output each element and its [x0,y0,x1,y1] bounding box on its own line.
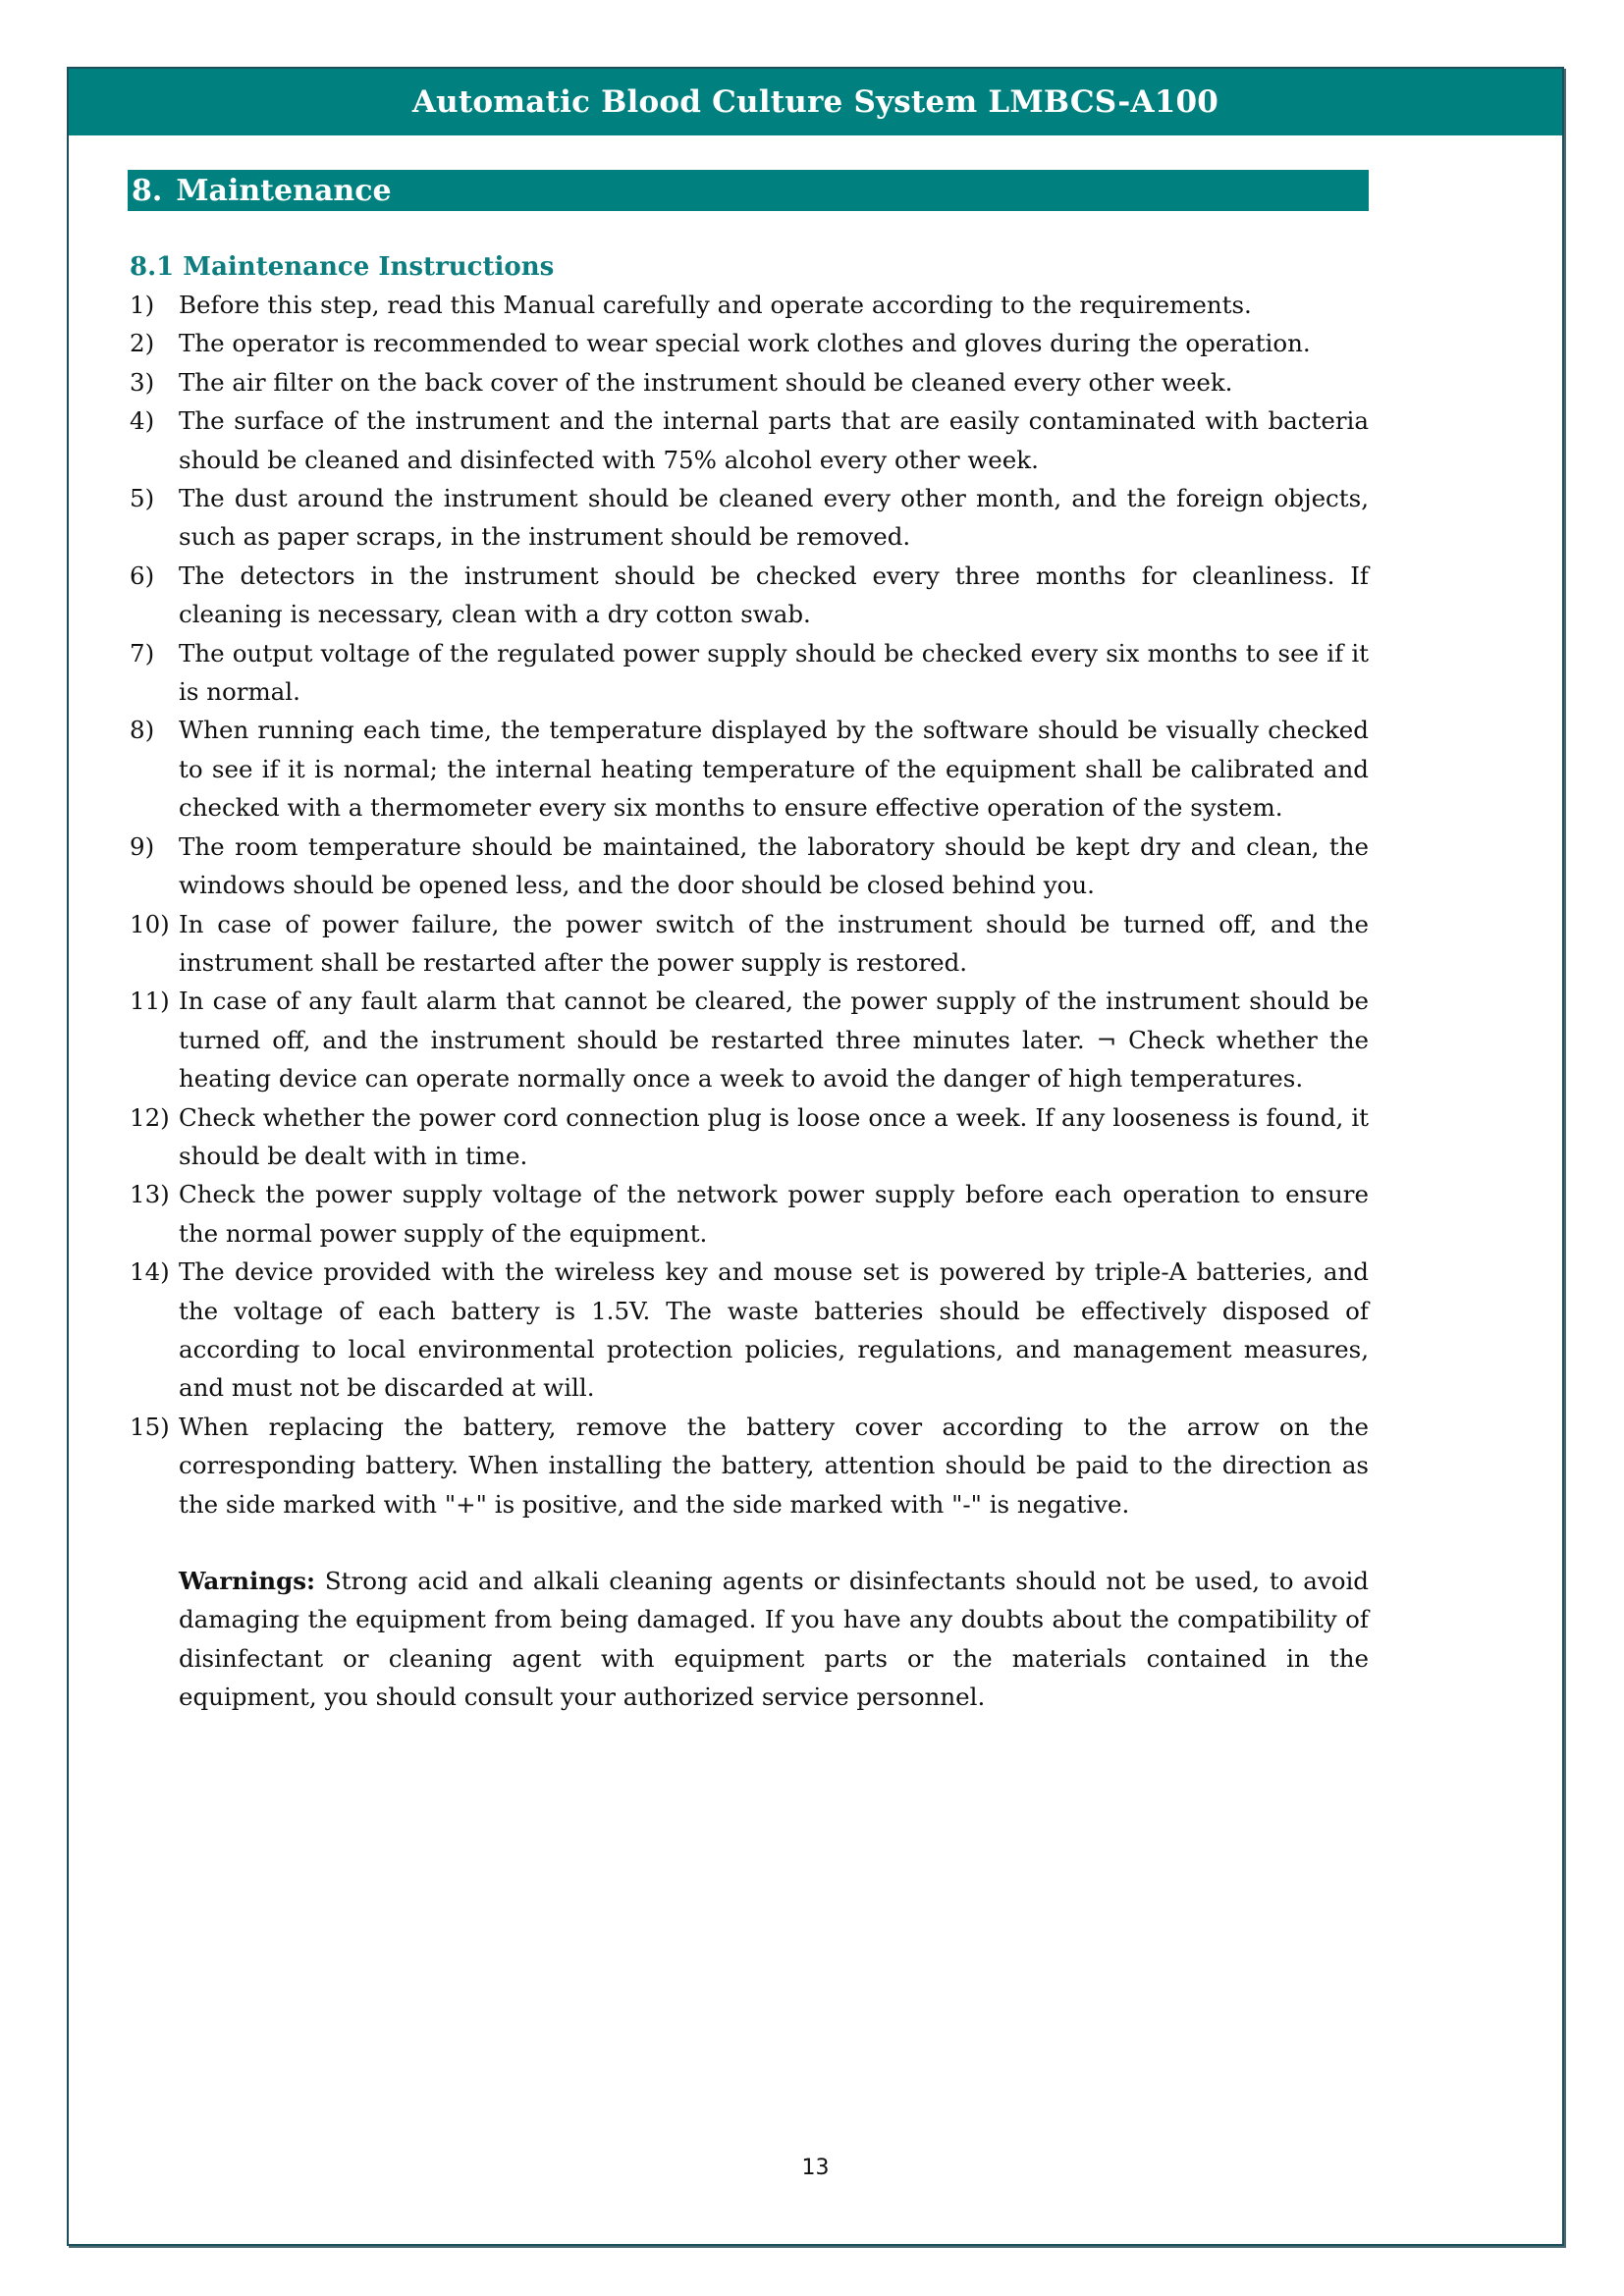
list-item [130,634,1369,712]
list-item-number: 15) [130,1412,170,1441]
list-item [130,324,1369,362]
list-item-text: The operator is recommended to wear special work clothes and gloves during the operation. [179,329,1311,358]
list-item [130,711,1369,827]
list-item-text: Check the power supply voltage of the network power supply before each operation to ensure the normal power supply of the equipment. [179,1180,1369,1248]
list-item [130,1253,1369,1408]
list-item-text: The output voltage of the regulated power supply should be checked every six months to see if it is normal. [179,638,1369,707]
list-item-number: 4) [130,406,155,436]
list-item-number: 14) [130,1257,170,1287]
list-item-number: 6) [130,561,155,590]
list-item [130,1408,1369,1523]
page-number: 13 [801,2156,830,2180]
list-item-number: 8) [130,716,155,745]
list-item-text: The detectors in the instrument should be checked every three months for cleanliness. If cleaning is necessary, clean with a dry cotton swab. [179,561,1369,629]
section-heading-bar [128,170,1369,211]
list-item-number: 9) [130,831,155,861]
section-number: 8. [132,173,163,208]
list-item-text: In case of power failure, the power switch of the instrument should be turned off, and the instrument shall be restarted after the power supply is restored. [179,909,1369,977]
list-item-text: In case of any fault alarm that cannot be cleared, the power supply of the instrument should be turned off, and the instrument should be restarted three minutes later. ¬ Check whether the heating device can operate normally once a week to avoid the danger of high temperatures. [179,987,1369,1094]
list-item-number: 2) [130,329,155,358]
warning-text: Strong acid and alkali cleaning agents or disinfectants should not be used, to avoid damaging the equipment from being damaged. If you have any doubts about the compatibility of disinfectant or cleaning agent with equipment parts or the materials contained in the equipment, you should consult your authorized service personnel. [179,1567,1369,1712]
document-title: Automatic Blood Culture System LMBCS-A100 [411,84,1219,120]
list-item-text: When replacing the battery, remove the battery cover according to the arrow on the corresponding battery. When installing the battery, attention should be paid to the direction as the side marked with "+" is positive, and the side marked with "-" is negative. [179,1412,1369,1519]
list-item [130,557,1369,634]
main-content [130,248,1369,1717]
list-item-number: 7) [130,638,155,667]
list-item-text: The device provided with the wireless key and mouse set is powered by triple-A batteries, and the voltage of each battery is 1.5V. The waste batteries should be effectively disposed of according to local environmental protection policies, regulations, and management measures, and must not be discarded at will. [179,1257,1369,1403]
list-item [130,828,1369,905]
list-item-number: 1) [130,291,155,319]
list-item [130,363,1369,401]
list-item-number: 13) [130,1180,170,1209]
list-item [130,286,1369,324]
list-item-number: 10) [130,909,170,938]
list-item [130,479,1369,557]
list-item [130,1098,1369,1176]
subsection-heading: 8.1 Maintenance Instructions [130,252,555,282]
list-item-text: Check whether the power cord connection plug is loose once a week. If any looseness is found, it should be dealt with in time. [179,1102,1369,1170]
list-item-number: 3) [130,367,155,397]
section-title: Maintenance [176,173,392,208]
list-item-text: The air filter on the back cover of the instrument should be cleaned every other week. [179,367,1233,397]
list-item-text: The room temperature should be maintained, the laboratory should be kept dry and clean, the windows should be opened less, and the door should be closed behind you. [179,831,1369,900]
list-item [130,905,1369,983]
list-item [130,401,1369,479]
warning-paragraph [179,1562,1369,1717]
list-item [130,982,1369,1097]
list-item-text: When running each time, the temperature displayed by the software should be visually checked to see if it is normal; the internal heating temperature of the equipment shall be calibrated and checked with a thermometer every six months to ensure effective operation of the system. [179,716,1369,823]
list-item-text: The dust around the instrument should be cleaned every other month, and the foreign objects, such as paper scraps, in the instrument should be removed. [179,484,1369,552]
list-item-text: Before this step, read this Manual carefully and operate according to the requirements. [179,291,1252,319]
header-bar [69,69,1562,135]
list-item-number: 12) [130,1102,170,1132]
list-item-number: 11) [130,987,170,1016]
list-item-number: 5) [130,484,155,513]
list-item-text: The surface of the instrument and the internal parts that are easily contaminated with bacteria should be cleaned and disinfected with 75% alcohol every other week. [179,406,1369,474]
warning-label: Warnings: [179,1567,316,1595]
list-item [130,1175,1369,1253]
